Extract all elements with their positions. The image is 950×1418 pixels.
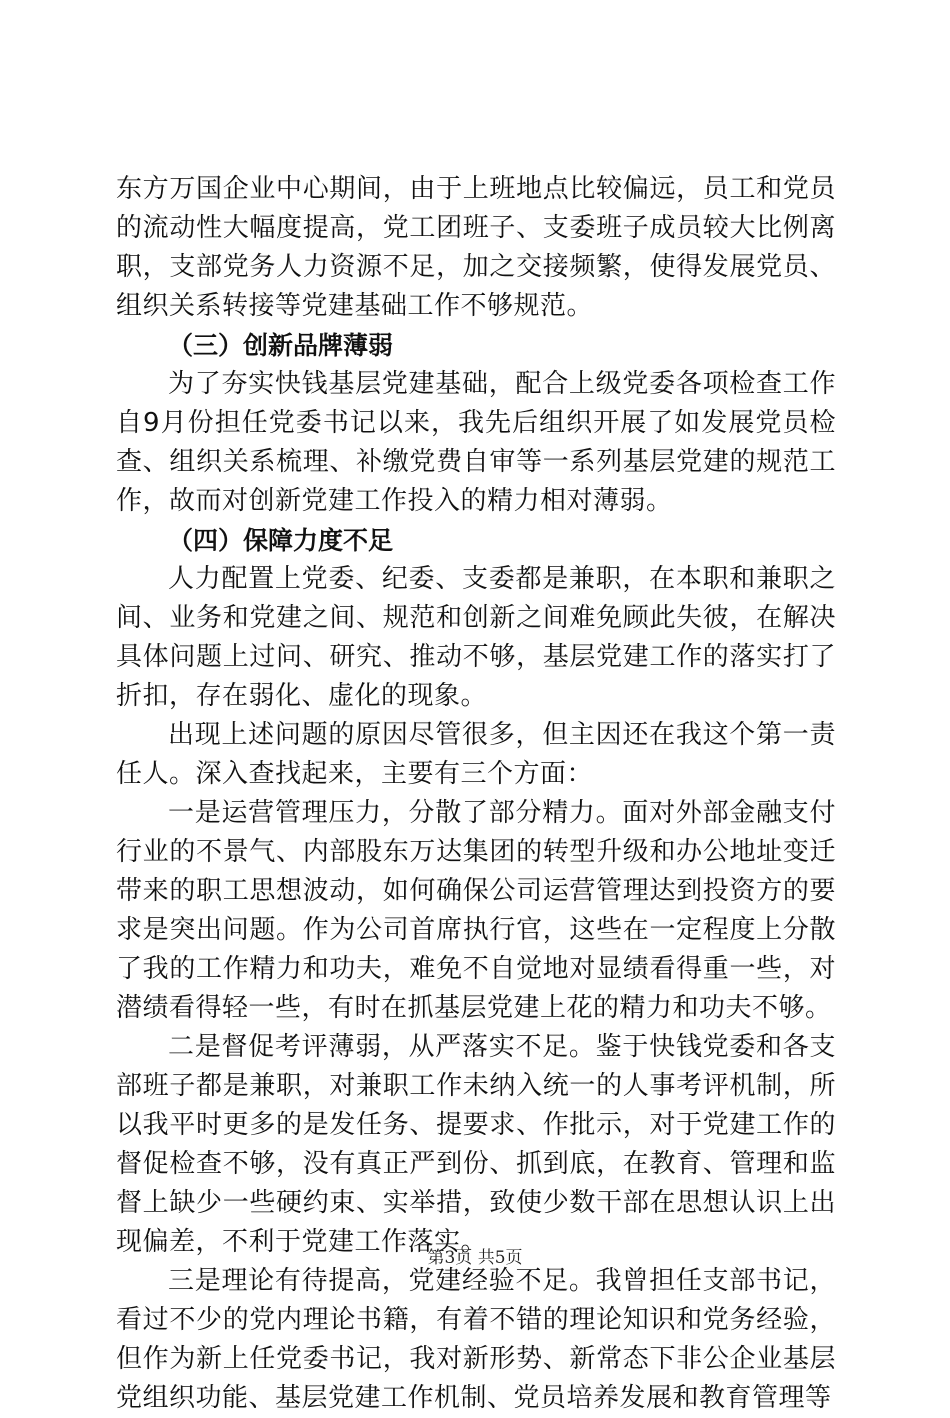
- section-heading-4: （四）保障力度不足: [168, 526, 394, 555]
- paragraph: 人力配置上党委、纪委、支委都是兼职，在本职和兼职之间、业务和党建之间、规范和创新之间难免顾此失彼，在解决具体问题上过问、研究、推动不够，基层党建工作的落实打了折扣，存在弱化、虚化的现象。: [116, 564, 836, 711]
- section-heading-3: （三）创新品牌薄弱: [168, 331, 394, 360]
- paragraph: 为了夯实快钱基层党建基础，配合上级党委各项检查工作自9月份担任党委书记以来，我先后组织开展了如发展党员检查、组织关系梳理、补缴党费自审等一系列基层党建的规范工作，故而对创新党建工作投入的精力相对薄弱。: [116, 369, 836, 516]
- paragraph: 出现上述问题的原因尽管很多，但主因还在我这个第一责任人。深入查找起来，主要有三个方面：: [116, 720, 836, 789]
- paragraph: 二是督促考评薄弱，从严落实不足。鉴于快钱党委和各支部班子都是兼职，对兼职工作未纳入统一的人事考评机制，所以我平时更多的是发任务、提要求、作批示，对于党建工作的督促检查不够，没有真正严到份、抓到底，在教育、管理和监督上缺少一些硬约束、实举措，致使少数干部在思想认识上出现偏差，不利于党建工作落实。: [116, 1032, 836, 1257]
- paragraph-continuation: 东方万国企业中心期间，由于上班地点比较偏远，员工和党员的流动性大幅度提高，党工团班子、支委班子成员较大比例离职，支部党务人力资源不足，加之交接频繁，使得发展党员、组织关系转接等党建基础工作不够规范。: [116, 174, 836, 321]
- paragraph: 三是理论有待提高，党建经验不足。我曾担任支部书记，看过不少的党内理论书籍，有着不错的理论知识和党务经验，但作为新上任党委书记，我对新形势、新常态下非公企业基层党组织功能、基层党建工作机制、党员培养发展和教育管理等: [116, 1266, 836, 1413]
- document-body: [116, 170, 836, 1418]
- paragraph: 一是运营管理压力，分散了部分精力。面对外部金融支付行业的不景气、内部股东万达集团的转型升级和办公地址变迁带来的职工思想波动，如何确保公司运营管理达到投资方的要求是突出问题。作为公司首席执行官，这些在一定程度上分散了我的工作精力和功夫，难免不自觉地对显绩看得重一些，对潜绩看得轻一些，有时在抓基层党建上花的精力和功夫不够。: [116, 798, 836, 1023]
- page-number-footer: 第3页 共5页: [427, 1248, 523, 1268]
